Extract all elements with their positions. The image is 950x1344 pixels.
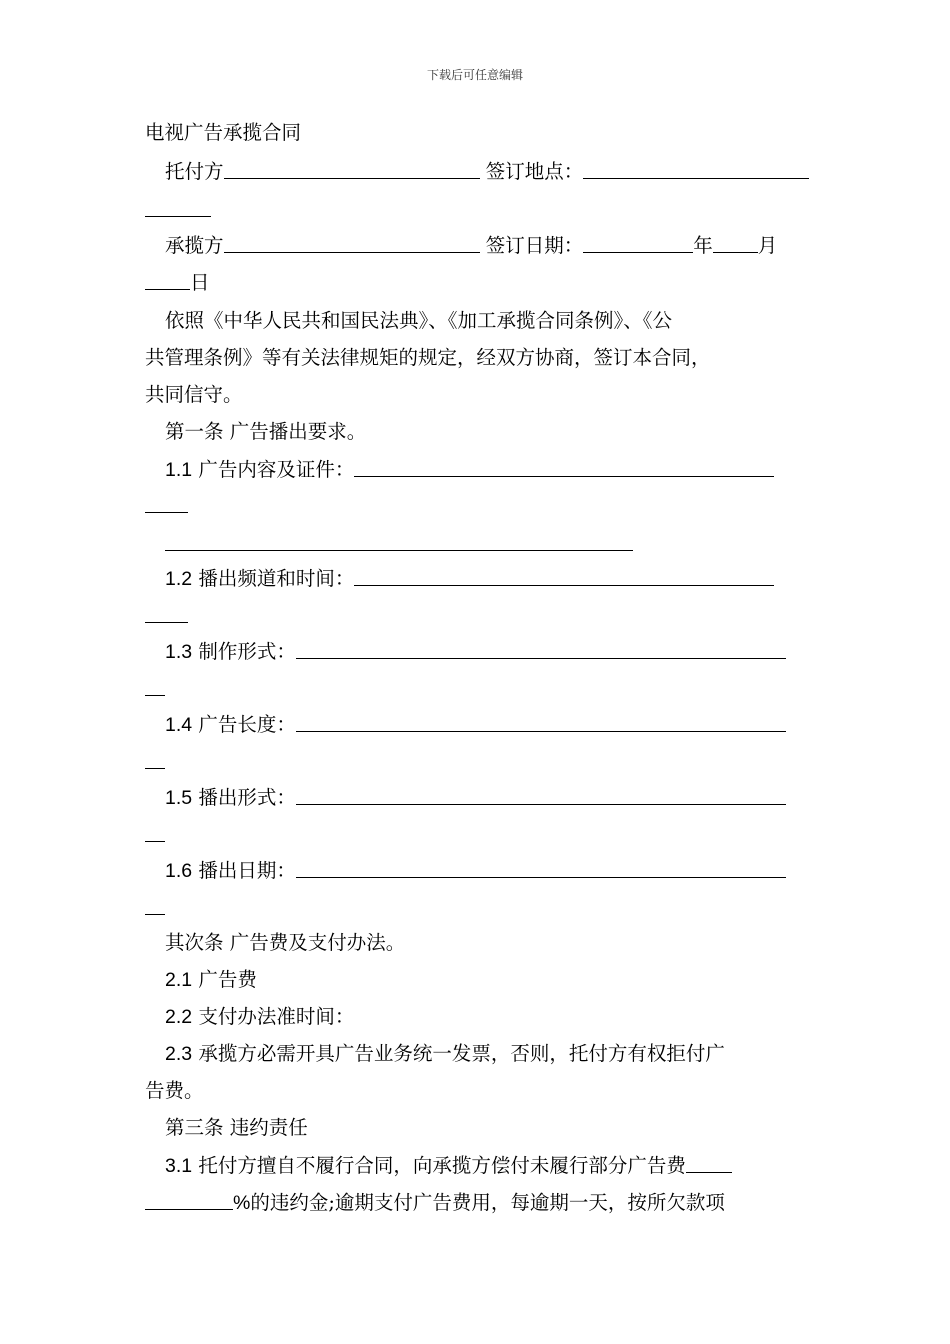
item-2-2-num: 2.2 [165, 1006, 193, 1028]
item-3-1-cont: 的违约金;逾期支付广告费用，每逾期一天，按所欠款项 [250, 1191, 725, 1214]
item-2-2 [165, 1002, 354, 1032]
item-1-3 [165, 636, 786, 666]
item-1-6 [165, 855, 786, 885]
item-1-3-blank-cont[interactable] [145, 673, 165, 696]
sign-place-blank-cont[interactable] [145, 194, 211, 217]
day-label: 日 [190, 271, 210, 294]
item-1-3-num: 1.3 [165, 641, 193, 663]
item-1-6-blank-cont[interactable] [145, 892, 165, 915]
item-1-1-label: 广告内容及证件： [198, 458, 355, 481]
item-1-6-label: 播出日期： [198, 859, 296, 882]
item-2-1-num: 2.1 [165, 969, 193, 991]
item-1-5-num: 1.5 [165, 787, 193, 809]
intro-line-1: 依照《中华人民共和国民法典》、《加工承揽合同条例》、《公 [165, 309, 673, 332]
item-1-5-cont [145, 819, 165, 849]
item-1-4-label: 广告长度： [198, 713, 296, 736]
item-2-1 [165, 965, 257, 995]
item-2-2-label: 支付办法准时间： [198, 1005, 355, 1028]
item-1-1-blank-cont[interactable] [145, 490, 188, 513]
item-1-4-cont [145, 746, 165, 776]
party-b-label: 承揽方 [165, 234, 224, 257]
item-2-1-label: 广告费 [198, 968, 257, 991]
item-3-1-num: 3.1 [165, 1155, 193, 1177]
item-1-4-blank-cont[interactable] [145, 746, 165, 769]
intro-line-2: 共管理条例》等有关法律规矩的规定，经双方协商，签订本合同， [145, 346, 711, 369]
party-a-blank[interactable] [224, 156, 480, 179]
article-1-title: 第一条 广告播出要求。 [165, 420, 367, 443]
item-1-4 [165, 709, 786, 739]
year-label: 年 [693, 234, 713, 257]
day-line [145, 267, 210, 297]
item-1-3-label: 制作形式： [198, 640, 296, 663]
item-3-1 [165, 1150, 732, 1180]
month-blank[interactable] [713, 230, 758, 253]
item-1-3-blank[interactable] [296, 636, 786, 659]
item-1-1-blank-extra[interactable] [165, 528, 633, 551]
article-2-title: 其次条 广告费及支付办法。 [165, 931, 406, 954]
contract-title: 电视广告承揽合同 [145, 121, 302, 144]
month-label: 月 [757, 234, 778, 257]
item-1-4-blank[interactable] [296, 709, 786, 732]
item-1-1 [165, 454, 774, 484]
item-1-1-blank[interactable] [354, 454, 774, 477]
year-blank[interactable] [583, 230, 693, 253]
sign-place-label: 签订地点： [485, 160, 584, 183]
article-3-title: 第三条 违约责任 [165, 1116, 308, 1139]
intro-line-3: 共同信守。 [145, 383, 243, 406]
item-1-5-label: 播出形式： [198, 786, 296, 809]
item-1-2-label: 播出频道和时间： [198, 567, 355, 590]
party-a-label: 托付方 [165, 160, 224, 183]
item-1-6-cont [145, 892, 165, 922]
item-1-2-blank[interactable] [354, 563, 774, 586]
item-1-1-num: 1.1 [165, 459, 193, 481]
item-3-1-cont-line [145, 1187, 725, 1217]
item-2-3 [165, 1039, 725, 1069]
item-1-2-blank-cont[interactable] [145, 600, 188, 623]
item-1-1-extra [165, 528, 633, 558]
item-1-2-cont [145, 600, 188, 630]
item-1-1-cont [145, 490, 188, 520]
item-2-3-label: 承揽方必需开具广告业务统一发票，否则，托付方有权拒付广 [198, 1042, 725, 1065]
item-1-2-num: 1.2 [165, 568, 193, 590]
item-1-5 [165, 782, 786, 812]
item-1-2 [165, 563, 774, 593]
item-1-4-num: 1.4 [165, 714, 193, 736]
item-1-5-blank[interactable] [296, 782, 786, 805]
item-2-3-num: 2.3 [165, 1043, 193, 1065]
sign-date-label: 签订日期： [485, 234, 584, 257]
item-1-6-blank[interactable] [296, 855, 786, 878]
item-1-6-num: 1.6 [165, 860, 193, 882]
party-a-line [165, 156, 809, 186]
item-3-1-percent: % [233, 1192, 251, 1214]
party-b-blank[interactable] [224, 230, 480, 253]
sign-place-cont [145, 194, 211, 224]
sign-place-blank[interactable] [583, 156, 809, 179]
item-1-3-cont [145, 673, 165, 703]
item-1-5-blank-cont[interactable] [145, 819, 165, 842]
item-3-1-blank-cont[interactable] [145, 1187, 233, 1210]
header-note: 下载后可任意编辑 [426, 68, 523, 82]
item-3-1-blank[interactable] [686, 1150, 732, 1173]
item-2-3-cont: 告费。 [145, 1079, 204, 1102]
day-blank[interactable] [145, 267, 190, 290]
item-3-1-label: 托付方擅自不履行合同，向承揽方偿付未履行部分广告费 [198, 1154, 686, 1177]
party-b-line [165, 230, 777, 260]
